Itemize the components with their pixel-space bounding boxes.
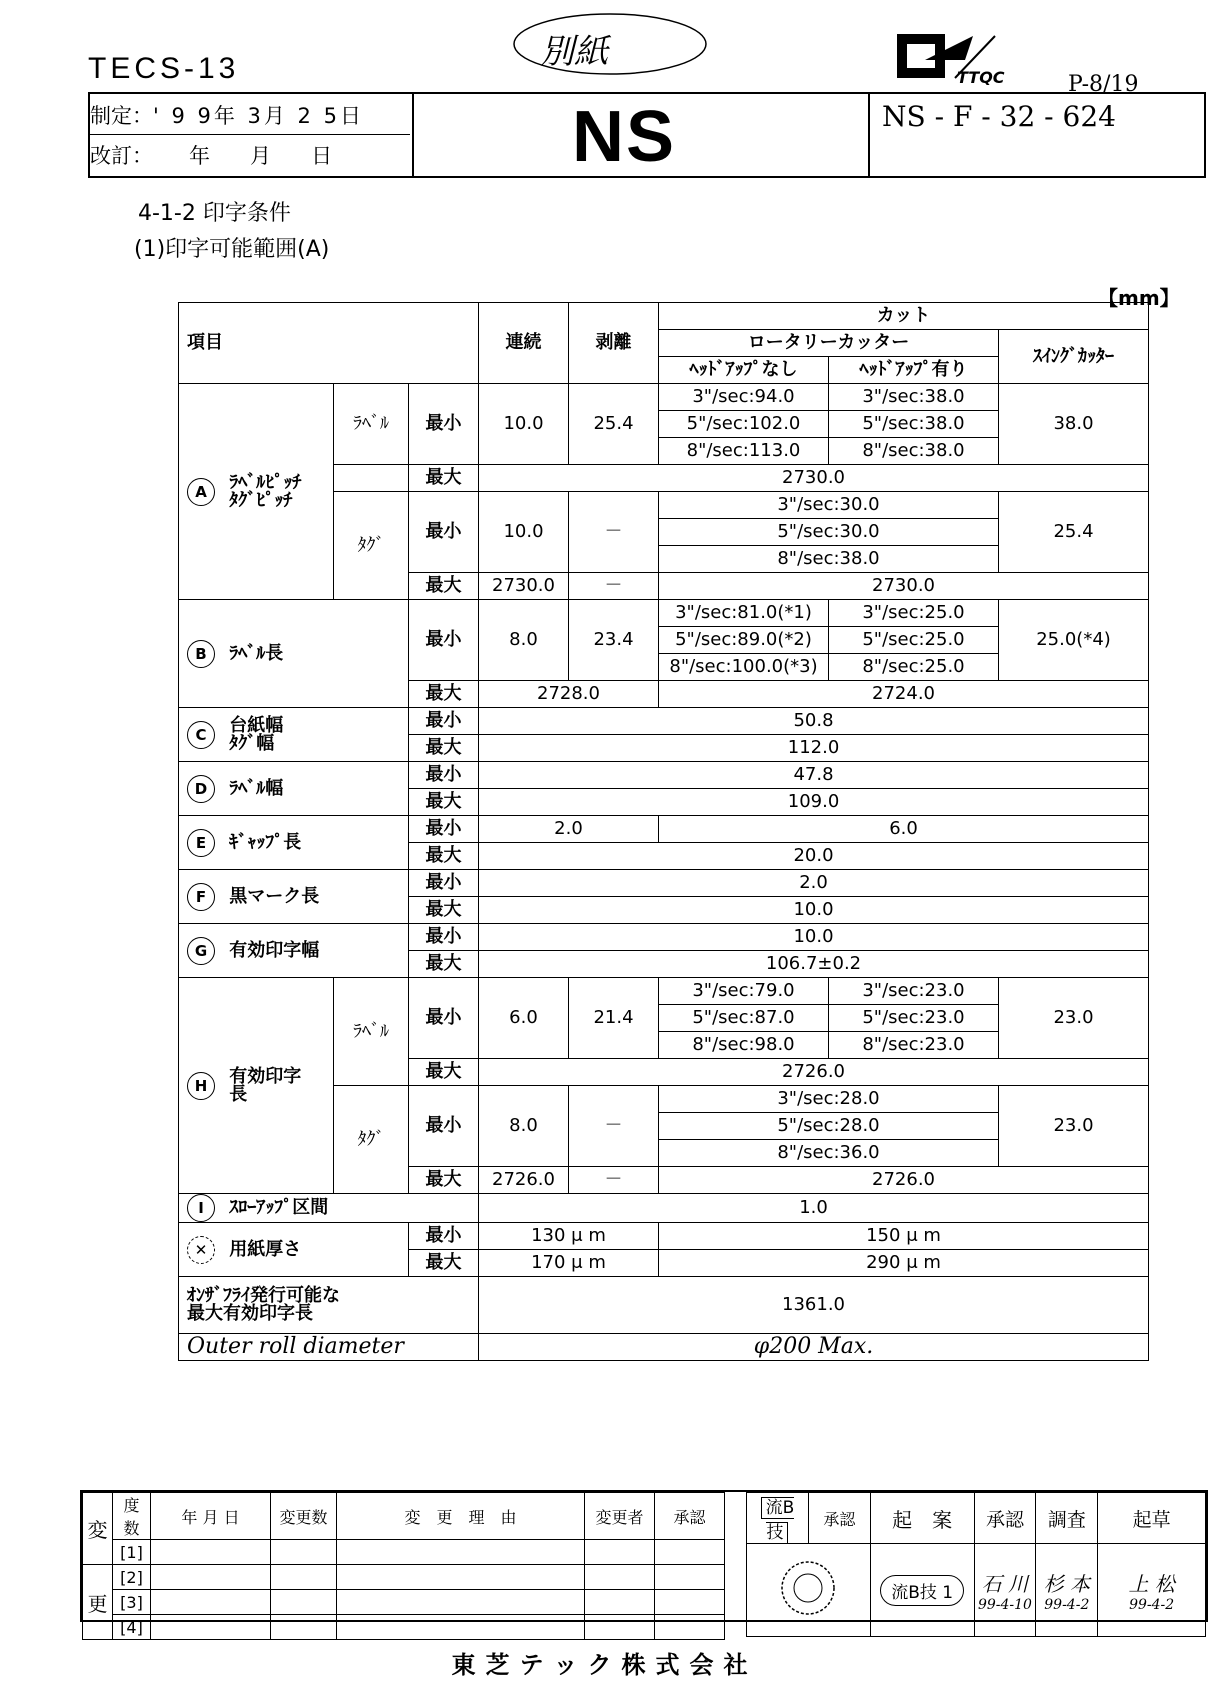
cell-value: 25.0(*4) bbox=[999, 600, 1149, 681]
revision-header-row bbox=[83, 1493, 725, 1540]
item-name-line: ﾗﾍﾞﾙﾋﾟｯﾁ bbox=[229, 471, 302, 493]
item-mark: A bbox=[187, 478, 215, 506]
cell-value: 3"/sec:28.0 bbox=[659, 1086, 999, 1113]
cell-value: 5"/sec:25.0 bbox=[829, 627, 999, 654]
cell-value: 3"/sec:38.0 bbox=[829, 384, 999, 411]
item-name-line: 台紙幅 bbox=[229, 714, 284, 736]
cell-value: 50.8 bbox=[479, 708, 1149, 735]
cell-value: 47.8 bbox=[479, 762, 1149, 789]
item-j bbox=[179, 1223, 409, 1277]
cell-value: 290 μ m bbox=[659, 1250, 1149, 1277]
revision-index: [4] bbox=[113, 1615, 151, 1640]
item-b bbox=[179, 600, 409, 708]
revision-row bbox=[83, 1565, 725, 1590]
max-label: 最大 bbox=[409, 789, 479, 816]
header-with-headup: ﾍｯﾄﾞｱｯﾌﾟ有り bbox=[829, 357, 999, 384]
table-row bbox=[179, 762, 1149, 789]
max-label: 最大 bbox=[409, 681, 479, 708]
unit-label: 【mm】 bbox=[1098, 286, 1180, 310]
cell-value: 2726.0 bbox=[479, 1167, 569, 1194]
approval-header-row bbox=[747, 1493, 1206, 1544]
item-name-line: ﾀｸﾞﾋﾟｯﾁ bbox=[229, 489, 293, 511]
cell-value: 2730.0 bbox=[479, 573, 569, 600]
min-label: 最小 bbox=[409, 708, 479, 735]
item-mark: C bbox=[187, 721, 215, 749]
cell-value: 5"/sec:38.0 bbox=[829, 411, 999, 438]
cell-value: 10.0 bbox=[479, 384, 569, 465]
cell-value: 8"/sec:25.0 bbox=[829, 654, 999, 681]
cell-value: 8.0 bbox=[479, 1086, 569, 1167]
item-mark: I bbox=[187, 1194, 215, 1222]
annotation-text: 別紙 bbox=[540, 32, 608, 72]
tag-sub: ﾀｸﾞ bbox=[334, 492, 409, 600]
cell-value: 21.4 bbox=[569, 978, 659, 1059]
document-code: TECS-13 bbox=[88, 52, 240, 85]
revision-col: 変更者 bbox=[585, 1493, 655, 1540]
cell-value: 23.4 bbox=[569, 600, 659, 681]
revision-index: [2] bbox=[113, 1565, 151, 1590]
item-name: 有効印字幅 bbox=[229, 939, 320, 961]
min-label: 最小 bbox=[409, 978, 479, 1059]
item-name: 用紙厚さ bbox=[229, 1238, 302, 1260]
item-mark: D bbox=[187, 775, 215, 803]
company-logo bbox=[895, 30, 1065, 90]
min-label: 最小 bbox=[409, 870, 479, 897]
signature-date: 99-4-2 bbox=[1129, 1596, 1175, 1613]
cell-value: 109.0 bbox=[479, 789, 1149, 816]
approval-table bbox=[746, 1492, 1206, 1637]
max-label: 最大 bbox=[409, 1059, 479, 1086]
max-label: 最大 bbox=[409, 897, 479, 924]
label-sub: ﾗﾍﾞﾙ bbox=[334, 384, 409, 465]
item-name: ﾗﾍﾞﾙ長 bbox=[229, 642, 284, 664]
table-row bbox=[179, 1194, 1149, 1223]
cell-value: 8"/sec:100.0(*3) bbox=[659, 654, 829, 681]
cell-value: 170 μ m bbox=[479, 1250, 659, 1277]
revision-col: 年 月 日 bbox=[151, 1493, 271, 1540]
cell-value: 3"/sec:23.0 bbox=[829, 978, 999, 1005]
cell-value: 3"/sec:30.0 bbox=[659, 492, 999, 519]
cell-value: 20.0 bbox=[479, 843, 1149, 870]
item-mark: G bbox=[187, 937, 215, 965]
max-label: 最大 bbox=[409, 735, 479, 762]
item-name bbox=[229, 471, 302, 511]
cell-value: 5"/sec:89.0(*2) bbox=[659, 627, 829, 654]
item-name: ﾗﾍﾞﾙ幅 bbox=[229, 777, 284, 799]
cell-value: 38.0 bbox=[999, 384, 1149, 465]
approval-sign-row bbox=[747, 1544, 1206, 1637]
label-sub: ﾗﾍﾞﾙ bbox=[334, 978, 409, 1086]
table-row bbox=[179, 1277, 1149, 1334]
company-footer: 東芝テック株式会社 bbox=[451, 1651, 758, 1679]
cell-value: 8"/sec:98.0 bbox=[659, 1032, 829, 1059]
established-label: 制定： bbox=[90, 104, 153, 128]
cell-value: 130 μ m bbox=[479, 1223, 659, 1250]
label-sub-cont bbox=[334, 465, 409, 492]
title-block bbox=[412, 94, 870, 176]
item-i bbox=[179, 1194, 479, 1223]
revised-label: 改訂： bbox=[90, 144, 153, 168]
cell-value: 1361.0 bbox=[479, 1277, 1149, 1334]
revision-row bbox=[83, 1590, 725, 1615]
item-f bbox=[179, 870, 409, 924]
cell-value: 2728.0 bbox=[479, 681, 659, 708]
established-row bbox=[90, 96, 410, 135]
table-row bbox=[179, 600, 1149, 627]
signature-date: 99-4-10 bbox=[977, 1596, 1032, 1613]
draft-stamp: 流B技 1 bbox=[880, 1575, 964, 1606]
revision-side-label: 更 bbox=[83, 1565, 113, 1640]
min-label: 最小 bbox=[409, 924, 479, 951]
cell-value: 8"/sec:38.0 bbox=[829, 438, 999, 465]
item-a bbox=[179, 384, 334, 600]
cell-value: 5"/sec:30.0 bbox=[659, 519, 999, 546]
cell-value: 112.0 bbox=[479, 735, 1149, 762]
document-title: NS bbox=[572, 97, 677, 177]
item-mark: E bbox=[187, 829, 215, 857]
check-label: 調査 bbox=[1036, 1493, 1098, 1544]
signature: 上 松 bbox=[1128, 1571, 1175, 1596]
sign-cell bbox=[1036, 1544, 1098, 1637]
approve-label: 承認 bbox=[808, 1493, 870, 1544]
cell-value: 3"/sec:79.0 bbox=[659, 978, 829, 1005]
min-label: 最小 bbox=[409, 384, 479, 465]
cell-value: 10.0 bbox=[479, 924, 1149, 951]
cell-value: 3"/sec:25.0 bbox=[829, 600, 999, 627]
cell-value: 2726.0 bbox=[479, 1059, 1149, 1086]
cell-value: 8"/sec:36.0 bbox=[659, 1140, 999, 1167]
min-label: 最小 bbox=[409, 1086, 479, 1167]
sign-cell bbox=[974, 1544, 1036, 1637]
item-name: 黒マーク長 bbox=[229, 885, 320, 907]
seal-cell bbox=[747, 1544, 871, 1637]
document-number: NS - F - 32 - 624 bbox=[882, 100, 1116, 133]
revision-table bbox=[82, 1492, 725, 1640]
revised-date: 年 月 日 bbox=[189, 144, 333, 168]
revision-col: 変 更 理 由 bbox=[337, 1493, 585, 1540]
header-continuous: 連続 bbox=[479, 303, 569, 384]
table-row bbox=[179, 1223, 1149, 1250]
cell-value: 106.7±0.2 bbox=[479, 951, 1149, 978]
signature: 杉 本 bbox=[1043, 1571, 1090, 1596]
item-name-line: ｵﾝｻﾞﾌﾗｲ発行可能な bbox=[187, 1285, 340, 1306]
item-g bbox=[179, 924, 409, 978]
cell-value: 5"/sec:23.0 bbox=[829, 1005, 999, 1032]
cell-value: 2724.0 bbox=[659, 681, 1149, 708]
cell-value: － bbox=[569, 573, 659, 600]
seal-stamp-icon bbox=[778, 1558, 838, 1618]
cell-value: 2.0 bbox=[479, 870, 1149, 897]
table-header-row bbox=[179, 303, 1149, 330]
item-d bbox=[179, 762, 409, 816]
item-name: ｽﾛｰｱｯﾌﾟ区間 bbox=[229, 1197, 329, 1218]
revision-index: [1] bbox=[113, 1540, 151, 1565]
min-label: 最小 bbox=[409, 492, 479, 573]
cell-value: － bbox=[569, 1167, 659, 1194]
cell-value: 6.0 bbox=[479, 978, 569, 1059]
min-label: 最小 bbox=[409, 600, 479, 681]
cell-value: 5"/sec:87.0 bbox=[659, 1005, 829, 1032]
sign-cell bbox=[1098, 1544, 1206, 1637]
min-label: 最小 bbox=[409, 762, 479, 789]
spec-table bbox=[178, 302, 1149, 1361]
subsection-heading: (1)印字可能範囲(A) bbox=[134, 237, 330, 262]
max-label: 最大 bbox=[409, 1250, 479, 1277]
crossed-mark-icon: ✕ bbox=[187, 1236, 215, 1264]
revision-col: 変更数 bbox=[271, 1493, 337, 1540]
table-row bbox=[179, 816, 1149, 843]
cell-value: 2.0 bbox=[479, 816, 659, 843]
table-row bbox=[179, 870, 1149, 897]
item-name: ｷﾞｬｯﾌﾟ長 bbox=[229, 831, 302, 853]
cell-value: 3"/sec:94.0 bbox=[659, 384, 829, 411]
min-label: 最小 bbox=[409, 1223, 479, 1250]
cell-value: 8.0 bbox=[479, 600, 569, 681]
max-label: 最大 bbox=[409, 951, 479, 978]
cell-value: 8"/sec:23.0 bbox=[829, 1032, 999, 1059]
item-mark: H bbox=[187, 1072, 215, 1100]
item-name bbox=[229, 1065, 302, 1105]
tag-sub: ﾀｸﾞ bbox=[334, 1086, 409, 1194]
revised-row bbox=[90, 136, 410, 174]
header-swing: ｽｲﾝｸﾞｶｯﾀｰ bbox=[999, 330, 1149, 384]
item-name-line: 有効印字 bbox=[229, 1065, 302, 1087]
item-h bbox=[179, 978, 334, 1194]
cell-value: φ200 Max. bbox=[479, 1334, 1149, 1361]
established-date: ' 9 9年 3月 2 5日 bbox=[153, 104, 364, 128]
table-row bbox=[179, 924, 1149, 951]
item-name-line: 最大有効印字長 bbox=[187, 1303, 313, 1324]
cell-value: 3"/sec:81.0(*1) bbox=[659, 600, 829, 627]
cell-value: － bbox=[569, 492, 659, 573]
item-mark: B bbox=[187, 640, 215, 668]
section-heading: 4-1-2 印字条件 bbox=[138, 201, 291, 226]
header-no-headup: ﾍｯﾄﾞｱｯﾌﾟなし bbox=[659, 357, 829, 384]
table-row bbox=[179, 384, 1149, 411]
date-block bbox=[90, 94, 414, 176]
item-name-line: ﾀｸﾞ幅 bbox=[229, 732, 275, 754]
table-row bbox=[179, 978, 1149, 1005]
revision-row bbox=[83, 1615, 725, 1640]
max-label: 最大 bbox=[409, 573, 479, 600]
cell-value: 23.0 bbox=[999, 1086, 1149, 1167]
header-cut: カット bbox=[659, 303, 1149, 330]
cell-value: 2730.0 bbox=[479, 465, 1149, 492]
max-label: 最大 bbox=[409, 465, 479, 492]
draft2-label: 起草 bbox=[1098, 1493, 1206, 1544]
item-c bbox=[179, 708, 409, 762]
draft-stamp-cell bbox=[870, 1544, 974, 1637]
revision-block bbox=[80, 1490, 1208, 1637]
logo-label: TTQC bbox=[957, 68, 1005, 87]
draft-label: 起 案 bbox=[870, 1493, 974, 1544]
cell-value: 6.0 bbox=[659, 816, 1149, 843]
signature-date: 99-4-2 bbox=[1044, 1596, 1090, 1613]
header-peel: 剥離 bbox=[569, 303, 659, 384]
revision-col: 度数 bbox=[113, 1493, 151, 1540]
item-mark: F bbox=[187, 883, 215, 911]
header-box bbox=[88, 92, 1206, 178]
cell-value: 150 μ m bbox=[659, 1223, 1149, 1250]
cell-value: 5"/sec:102.0 bbox=[659, 411, 829, 438]
item-k bbox=[179, 1277, 479, 1334]
item-name bbox=[229, 714, 284, 754]
header-rotary: ロータリーカッター bbox=[659, 330, 999, 357]
approve2-label: 承認 bbox=[974, 1493, 1036, 1544]
item-l: Outer roll diameter bbox=[179, 1334, 479, 1361]
cell-value: 1.0 bbox=[479, 1194, 1149, 1223]
cell-value: 2726.0 bbox=[659, 1167, 1149, 1194]
item-e bbox=[179, 816, 409, 870]
cell-value: 2730.0 bbox=[659, 573, 1149, 600]
signature: 石 川 bbox=[981, 1571, 1029, 1596]
max-label: 最大 bbox=[409, 1167, 479, 1194]
cell-value: 23.0 bbox=[999, 978, 1149, 1059]
page-number: P-8/19 bbox=[1068, 72, 1139, 97]
cell-value: 5"/sec:28.0 bbox=[659, 1113, 999, 1140]
cell-value: 10.0 bbox=[479, 492, 569, 573]
cell-value: 25.4 bbox=[999, 492, 1149, 573]
cell-value: 10.0 bbox=[479, 897, 1149, 924]
header-item: 項目 bbox=[179, 303, 479, 384]
dept-label: 流B技 bbox=[761, 1497, 795, 1544]
cell-value: － bbox=[569, 1086, 659, 1167]
cell-value: 25.4 bbox=[569, 384, 659, 465]
revision-col: 承認 bbox=[655, 1493, 725, 1540]
revision-index: [3] bbox=[113, 1590, 151, 1615]
cell-value: 8"/sec:38.0 bbox=[659, 546, 999, 573]
table-row bbox=[179, 1334, 1149, 1361]
cell-value: 8"/sec:113.0 bbox=[659, 438, 829, 465]
table-row bbox=[179, 708, 1149, 735]
item-name-line: 長 bbox=[229, 1083, 248, 1105]
revision-row bbox=[83, 1540, 725, 1565]
min-label: 最小 bbox=[409, 816, 479, 843]
revision-side-label: 変 bbox=[83, 1493, 113, 1565]
handwritten-annotation bbox=[510, 8, 710, 78]
max-label: 最大 bbox=[409, 843, 479, 870]
